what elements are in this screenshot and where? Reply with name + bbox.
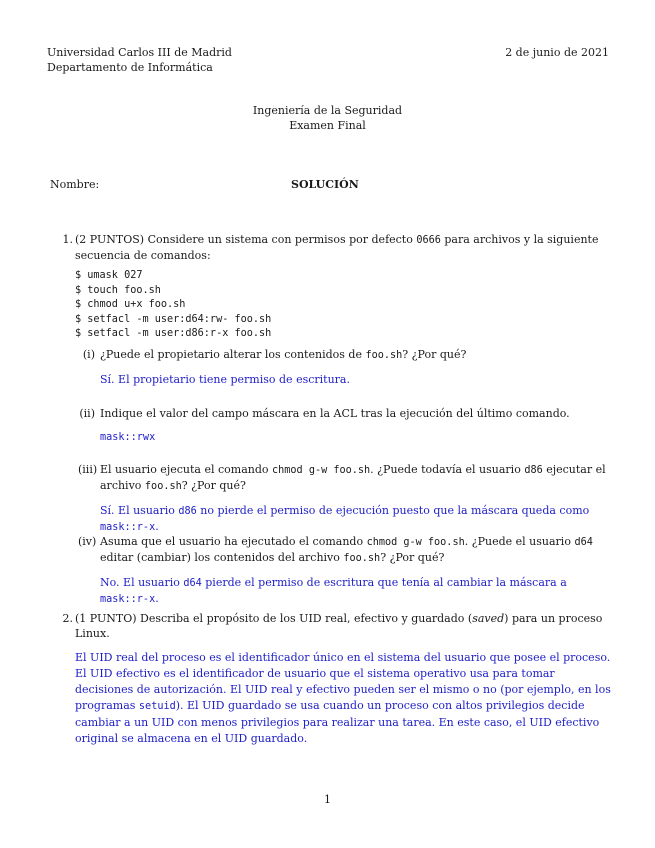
subquestion-text: El usuario ejecuta el comando chmod g-w foo.sh. ¿Puede todavía el usuario d86 ejecutar el archivo foo.sh? ¿Por qué? xyxy=(100,463,606,492)
command-sequence xyxy=(75,269,611,342)
question-1-number: 1. xyxy=(62,233,73,246)
answer-i: Sí. El propietario tiene permiso de escritura. xyxy=(100,373,350,386)
name-value: SOLUCIÓN xyxy=(291,178,359,191)
page-number: 1 xyxy=(324,793,331,806)
subquestion-number: (iv) xyxy=(78,535,97,548)
exam-title: Examen Final xyxy=(289,119,366,132)
subquestion-iv xyxy=(78,534,611,607)
question-2 xyxy=(59,611,611,747)
course-title: Ingeniería de la Seguridad xyxy=(252,104,403,117)
command-line: $ setfacl -m user:d64:rw- foo.sh xyxy=(75,313,272,325)
answer-2: El UID real del proceso es el identificador único en el sistema del usuario que posee el proceso. El UID efectivo es el identificador de usuario que el sistema operativo usa para tomar decisiones de autorización. El UID real y efectivo pueden ser el mismo o no (por ejemplo, en los programas setuid). El UID guardado se usa cuando un proceso con altos privilegios decide cambiar a un UID con menos privilegios para realizar una tarea. En este caso, el UID efectivo original se almacena en el UID guardado. xyxy=(75,651,611,745)
command-line: $ setfacl -m user:d86:r-x foo.sh xyxy=(75,328,272,340)
command-line: $ chmod u+x foo.sh xyxy=(75,299,186,311)
name-label: Nombre: xyxy=(50,178,100,191)
department-name: Departamento de Informática xyxy=(47,61,213,74)
question-2-text: (1 PUNTO) Describa el propósito de los UID real, efectivo y guardado (saved) para un proceso Linux. xyxy=(75,612,603,640)
subquestion-number: (i) xyxy=(82,348,95,361)
subquestion-text: Asuma que el usuario ha ejecutado el comando chmod g-w foo.sh. ¿Puede el usuario d64 editar (cambiar) los contenidos del archivo foo.sh? ¿Por qué? xyxy=(100,535,593,564)
command-line: $ umask 027 xyxy=(75,270,143,281)
command-line: $ touch foo.sh xyxy=(75,284,161,296)
subquestion-number: (ii) xyxy=(79,407,95,420)
subquestion-text: Indique el valor del campo máscara en la ACL tras la ejecución del último comando. xyxy=(100,407,570,420)
question-1-intro: (2 PUNTOS) Considere un sistema con permisos por defecto 0666 para archivos y la siguiente secuencia de comandos: xyxy=(75,233,599,262)
university-name: Universidad Carlos III de Madrid xyxy=(47,46,232,59)
subquestion-i xyxy=(78,347,611,387)
answer-iv: No. El usuario d64 pierde el permiso de escritura que tenía al cambiar la máscara a mask::r-x. xyxy=(100,576,567,605)
answer-ii: mask::rwx xyxy=(100,432,156,443)
question-1 xyxy=(59,232,611,342)
question-2-number: 2. xyxy=(62,612,73,625)
subquestion-ii xyxy=(78,406,611,445)
subquestion-text: ¿Puede el propietario alterar los contenidos de foo.sh? ¿Por qué? xyxy=(100,348,467,361)
header-left xyxy=(47,45,232,75)
exam-date: 2 de junio de 2021 xyxy=(505,46,609,59)
answer-iii: Sí. El usuario d86 no pierde el permiso de ejecución puesto que la máscara queda como mask::r-x. xyxy=(100,504,590,533)
subquestion-iii xyxy=(78,462,611,535)
subquestion-number: (iii) xyxy=(78,463,98,476)
